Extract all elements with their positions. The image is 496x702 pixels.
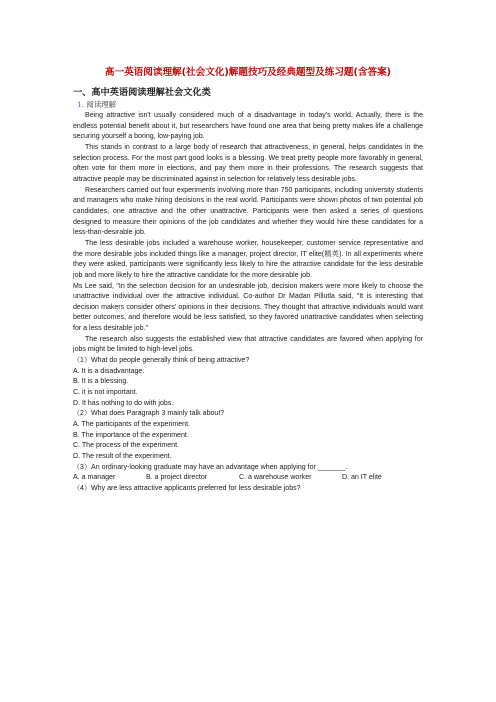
answer-option: C. The process of the experiment. xyxy=(73,442,180,450)
answer-option: D. It has nothing to do with jobs. xyxy=(73,399,174,407)
paragraph: Ms Lee said, "In the selection decision for an undesirable job, decision makers were more likely to choose the unattractive individual over the attractive individual. Co-author Dr Madan Pillutla said, "It is interesting that decision makers consider others' opinions in their decisions. They thought that attractive individuals would want better outcomes, and therefore would be less satisfied, so they favored unattractive candidates when selecting for a less desirable job." xyxy=(73,282,423,333)
section-heading: 一、高中英语阅读理解社会文化类 xyxy=(73,87,211,98)
passage-body xyxy=(73,111,423,495)
answer-option: A. It is a disadvantage. xyxy=(73,367,145,375)
paragraph: The less desirable jobs included a warehouse worker, housekeeper, customer service representative and the more desirable jobs included things like a manager, project director, IT elite(精英). In all experiments where they were asked, participants were significantly less likely to hire the attractive candidate for the less desirable job and more likely to hire the attractive candidate for the more desirable job. xyxy=(73,239,423,279)
answer-option: D. The result of the experiment. xyxy=(73,453,172,460)
answer-option: A. The participants of the experiment. xyxy=(73,421,190,429)
question-stem: （2）What does Paragraph 3 mainly talk about? xyxy=(73,410,225,418)
answer-option: C. a warehouse worker xyxy=(239,474,312,482)
answer-option: D. an IT elite xyxy=(342,474,382,482)
answer-option: B. a project director xyxy=(146,474,208,482)
question-stem: （4）Why are less attractive applicants preferred for less desirable jobs? xyxy=(73,484,301,492)
paragraph: Researchers carried out four experiments involving more than 750 participants, including university students and managers who make hiring decisions in the real world. Participants were shown photos of two potential job candidates, one attractive and the other unattractive. Participants were then asked a series of questions designed to measure their opinions of the job candidates and whether they would hire these candidates for a less-than-desirable job. xyxy=(73,186,423,237)
paragraph: This stands in contrast to a large body of research that attractiveness, in general, helps candidates in the selection process. For the most part good looks is a blessing. We treat pretty people more favorably in general, often vote for them more in elections, and pay them more in their professions. The research suggests that attractive people may be discriminated against in selection for relatively less desirable jobs. xyxy=(73,143,423,183)
paragraph: The research also suggests the established view that attractive candidates are favored when applying for jobs might be limited to high-level jobs. xyxy=(73,335,423,354)
answer-option: A. a manager xyxy=(73,474,116,482)
sub-heading xyxy=(77,99,116,110)
sub-heading-text: 阅读理解 xyxy=(86,100,116,109)
paragraph: Being attractive isn't usually considered much of a disadvantage in today's world. Actually, there is the endless potential benefit about it, but researchers have found one area that being pretty makes life a challenge securing yourself a boring, low-paying job. xyxy=(73,112,423,141)
answer-options-row xyxy=(73,473,423,484)
answer-option: C. it is not important. xyxy=(73,389,138,397)
answer-option: B. The importance of the experiment. xyxy=(73,431,189,439)
answer-option: B. It is a blessing. xyxy=(73,378,129,386)
document-title: 高一英语阅读理解(社会文化)解题技巧及经典题型及练习题(含答案) xyxy=(104,67,392,78)
question-stem: （1）What do people generally think of being attractive? xyxy=(73,357,250,365)
question-stem: （3）An ordinary-looking graduate may have an advantage when applying for _______. xyxy=(73,463,348,471)
sub-heading-number: 1. xyxy=(77,100,85,109)
